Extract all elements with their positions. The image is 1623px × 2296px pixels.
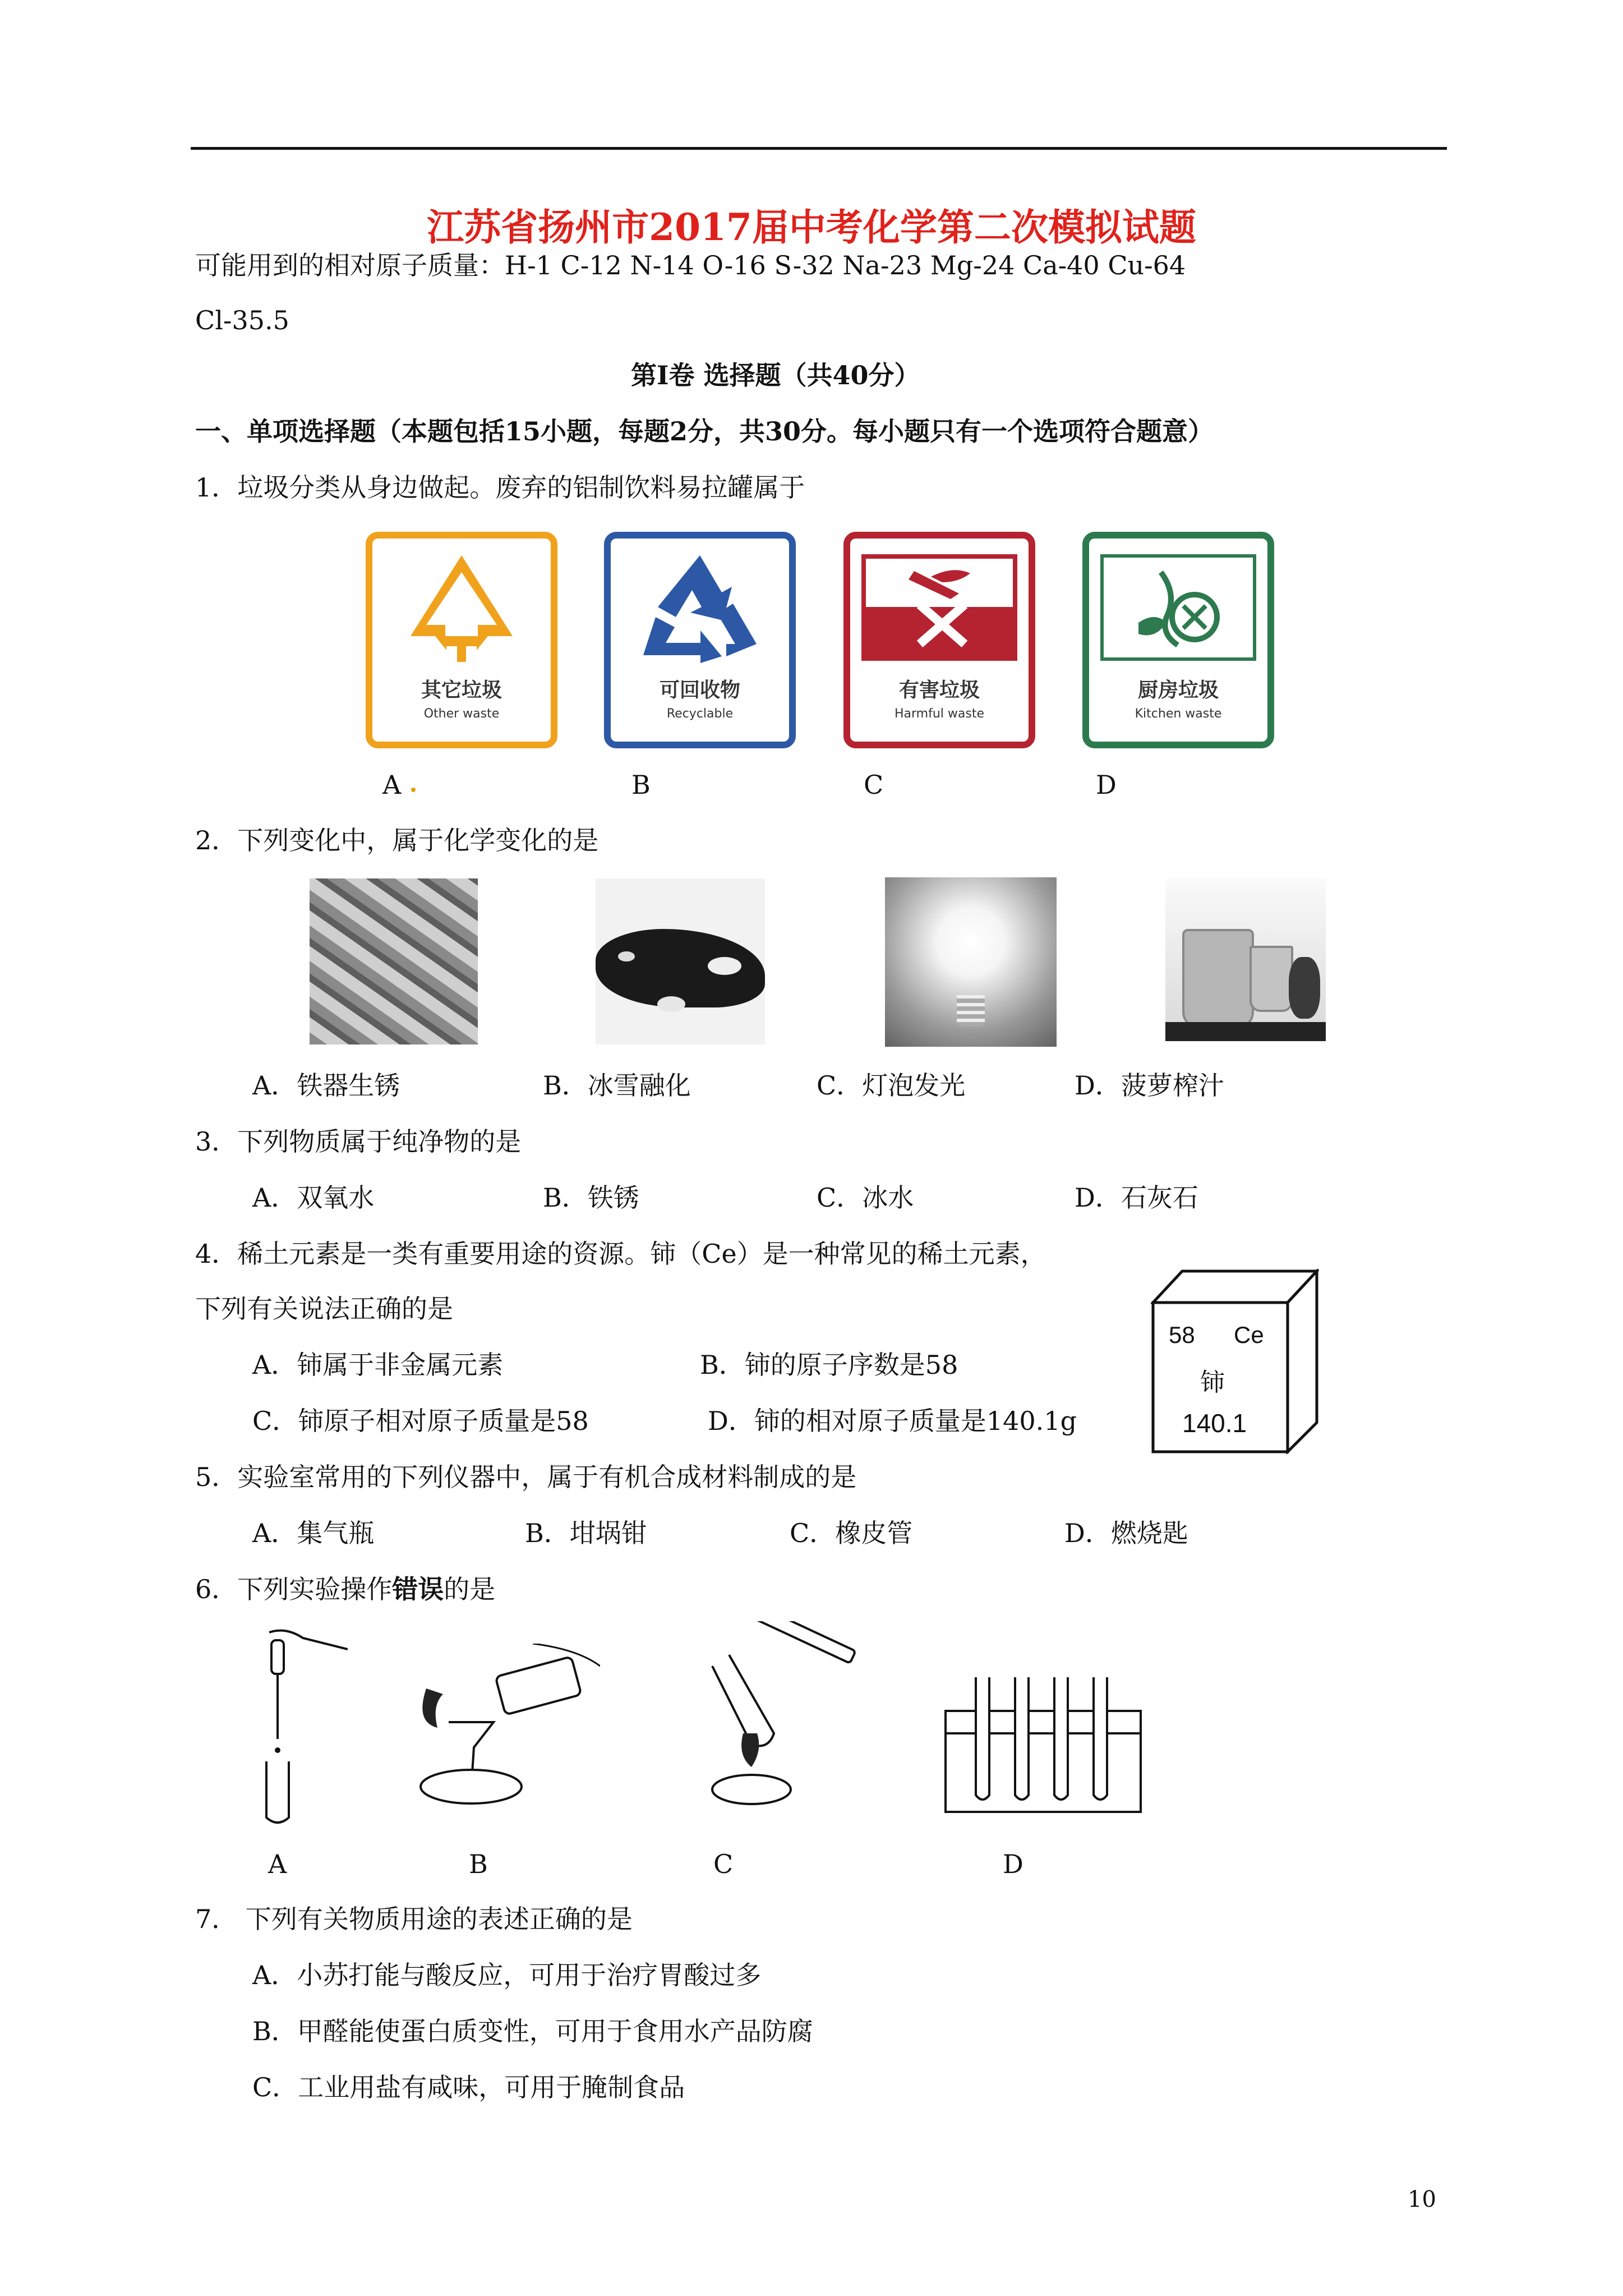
q7-stem: 7． 下列有关物质用途的表述正确的是	[195, 1904, 633, 1934]
melting-snow-photo	[596, 878, 765, 1045]
kitchen-waste-sign	[1082, 532, 1274, 748]
q5-option-a: A．集气瓶	[252, 1518, 375, 1548]
q1-option-d: D	[1096, 770, 1117, 800]
q2-option-b: B．冰雪融化	[543, 1070, 691, 1101]
heating-test-tube-diagram	[690, 1621, 880, 1812]
q7-option-b: B．甲醛能使蛋白质变性，可用于食用水产品防腐	[252, 2016, 813, 2046]
q4-stem-line-2: 下列有关说法正确的是	[195, 1294, 453, 1324]
q3-option-a: A．双氧水	[252, 1182, 375, 1213]
element-name: 铈	[1200, 1368, 1225, 1397]
q7-option-c: C．工业用盐有咸味，可用于腌制食品	[252, 2072, 685, 2102]
q1-option-a: A	[382, 770, 402, 800]
mark-dot	[411, 788, 416, 792]
q4-option-b: B．铈的原子序数是58	[700, 1350, 958, 1380]
dropper-test-tube-diagram	[236, 1627, 348, 1829]
q6-stem	[195, 1576, 495, 1602]
q3-option-b: B．铁锈	[543, 1182, 639, 1213]
q6-option-d: D	[1003, 1849, 1023, 1879]
other-waste-icon	[407, 552, 516, 664]
recyclable-en: Recyclable	[666, 707, 734, 721]
q5-option-b: B．坩埚钳	[525, 1518, 647, 1548]
paper-section-title: 第Ⅰ卷 选择题（共40分）	[631, 360, 920, 390]
kitchen-waste-cn: 厨房垃圾	[1137, 679, 1219, 702]
q6-option-b: B	[469, 1849, 488, 1879]
q2-option-c: C．灯泡发光	[817, 1070, 966, 1101]
kitchen-waste-en: Kitchen waste	[1135, 707, 1222, 721]
recyclable-cn: 可回收物	[659, 679, 740, 702]
other-waste-sign	[366, 532, 557, 748]
q4-option-c: C．铈原子相对原子质量是58	[252, 1406, 589, 1436]
recyclable-sign	[604, 532, 796, 748]
other-waste-cn: 其它垃圾	[421, 679, 502, 702]
q5-stem: 5．实验室常用的下列仪器中，属于有机合成材料制成的是	[195, 1462, 857, 1492]
test-tube-rack-diagram	[942, 1672, 1144, 1818]
atomic-mass-line-2: Cl-35.5	[195, 305, 289, 335]
atomic-mass: 140.1	[1182, 1409, 1247, 1438]
q6-option-c: C	[713, 1849, 734, 1879]
atomic-number: 58	[1169, 1322, 1195, 1348]
rusty-iron-photo	[310, 878, 478, 1045]
q1-stem: 1．垃圾分类从身边做起。废弃的铝制饮料易拉罐属于	[195, 472, 805, 503]
other-waste-en: Other waste	[423, 707, 500, 721]
q3-option-d: D．石灰石	[1075, 1182, 1198, 1213]
header-rule	[191, 147, 1447, 150]
q2-option-a: A．铁器生锈	[252, 1070, 400, 1101]
q4-option-d: D．铈的相对原子质量是140.1g	[708, 1406, 1077, 1436]
pineapple-juice-photo	[1165, 878, 1326, 1041]
pouring-into-lamp-diagram	[409, 1644, 600, 1812]
cerium-element-box	[1151, 1269, 1319, 1454]
q5-option-c: C．橡皮管	[790, 1518, 913, 1548]
recycle-icon	[639, 550, 761, 665]
page-title: 江苏省扬州市2017届中考化学第二次模拟试题	[427, 205, 1196, 249]
harmful-waste-sign	[843, 532, 1035, 748]
q4-option-a: A．铈属于非金属元素	[252, 1350, 504, 1380]
page-number: 10	[1408, 2187, 1436, 2212]
q7-option-a: A．小苏打能与酸反应，可用于治疗胃酸过多	[252, 1960, 762, 1990]
harmful-waste-cn: 有害垃圾	[898, 679, 980, 702]
harmful-icon	[897, 560, 981, 655]
q2-stem: 2．下列变化中，属于化学变化的是	[195, 825, 599, 855]
q5-option-d: D．燃烧匙	[1064, 1518, 1188, 1548]
q4-stem-line-1: 4．稀土元素是一类有重要用途的资源。铈（Ce）是一种常见的稀土元素，	[195, 1239, 1046, 1269]
element-symbol: Ce	[1234, 1322, 1264, 1348]
atomic-mass-line-1: 可能用到的相对原子质量：H-1 C-12 N-14 O-16 S-32 Na-23 Mg-24 Ca-40 Cu-64	[195, 250, 1186, 280]
q6-stem-bold: 错误	[392, 1574, 444, 1604]
q3-option-c: C．冰水	[817, 1182, 914, 1213]
fish-bone-icon	[1127, 561, 1229, 656]
q2-option-d: D．菠萝榨汁	[1075, 1070, 1224, 1101]
part-1-title: 一、单项选择题（本题包括15小题，每题2分，共30分。每小题只有一个选项符合题意）	[195, 416, 1214, 447]
q3-stem: 3．下列物质属于纯净物的是	[195, 1126, 522, 1157]
q6-stem-prefix: 6．下列实验操作	[195, 1574, 393, 1604]
q6-stem-suffix: 的是	[444, 1574, 496, 1604]
q6-option-a: A	[268, 1849, 287, 1879]
q1-option-b: B	[631, 770, 651, 800]
q1-option-c: C	[864, 770, 884, 800]
harmful-waste-en: Harmful waste	[894, 707, 984, 721]
glowing-bulb-photo	[885, 877, 1057, 1047]
